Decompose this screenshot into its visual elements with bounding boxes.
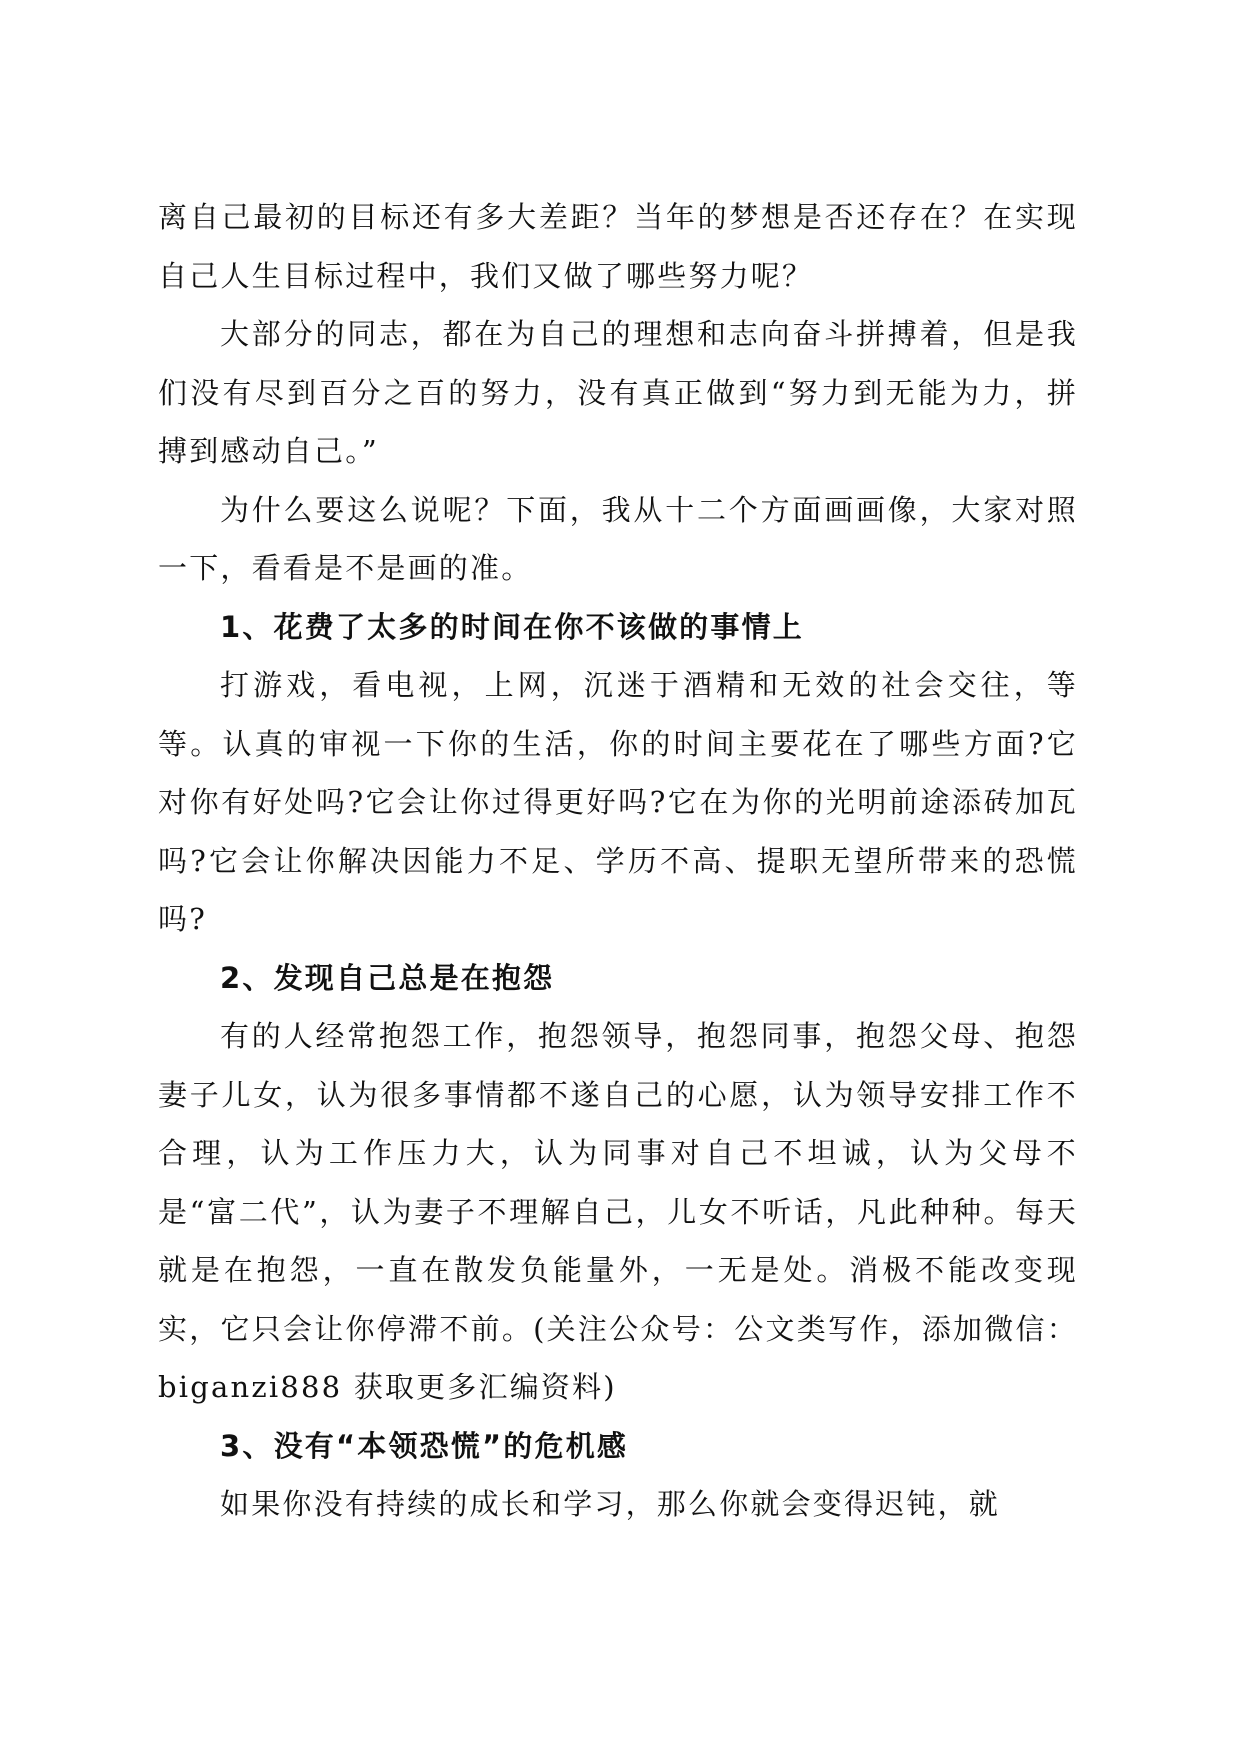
section-heading-3: 3、没有“本领恐慌”的危机感 <box>220 1428 629 1463</box>
body-paragraph: 大部分的同志，都在为自己的理想和志向奋斗拼搏着，但是我们没有尽到百分之百的努力，没有真正做到“努力到无能为力，拼搏到感动自己。” <box>158 317 1078 468</box>
section-heading-1: 1、花费了太多的时间在你不该做的事情上 <box>220 609 804 644</box>
section-heading-2: 2、发现自己总是在抱怨 <box>220 960 555 995</box>
body-paragraph: 离自己最初的目标还有多大差距？当年的梦想是否还存在？在实现自己人生目标过程中，我们又做了哪些努力呢？ <box>158 200 1078 293</box>
document-page <box>158 188 1078 1534</box>
body-paragraph: 如果你没有持续的成长和学习，那么你就会变得迟钝，就 <box>220 1487 1001 1521</box>
body-paragraph: 有的人经常抱怨工作，抱怨领导，抱怨同事，抱怨父母、抱怨妻子儿女，认为很多事情都不遂自己的心愿，认为领导安排工作不合理，认为工作压力大，认为同事对自己不坦诚，认为父母不是“富二代”，认为妻子不理解自己，儿女不听话，凡此种种。每天就是在抱怨，一直在散发负能量外，一无是处。消极不能改变现实，它只会让你停滞不前。(关注公众号：公文类写作，添加微信：biganzi888 获取更多汇编资料) <box>158 1019 1078 1404</box>
body-paragraph: 打游戏，看电视，上网，沉迷于酒精和无效的社会交往，等等。认真的审视一下你的生活，你的时间主要花在了哪些方面?它对你有好处吗?它会让你过得更好吗?它在为你的光明前途添砖加瓦吗?它会让你解决因能力不足、学历不高、提职无望所带来的恐慌吗? <box>158 668 1078 936</box>
body-paragraph: 为什么要这么说呢？下面，我从十二个方面画画像，大家对照一下，看看是不是画的准。 <box>158 492 1078 585</box>
